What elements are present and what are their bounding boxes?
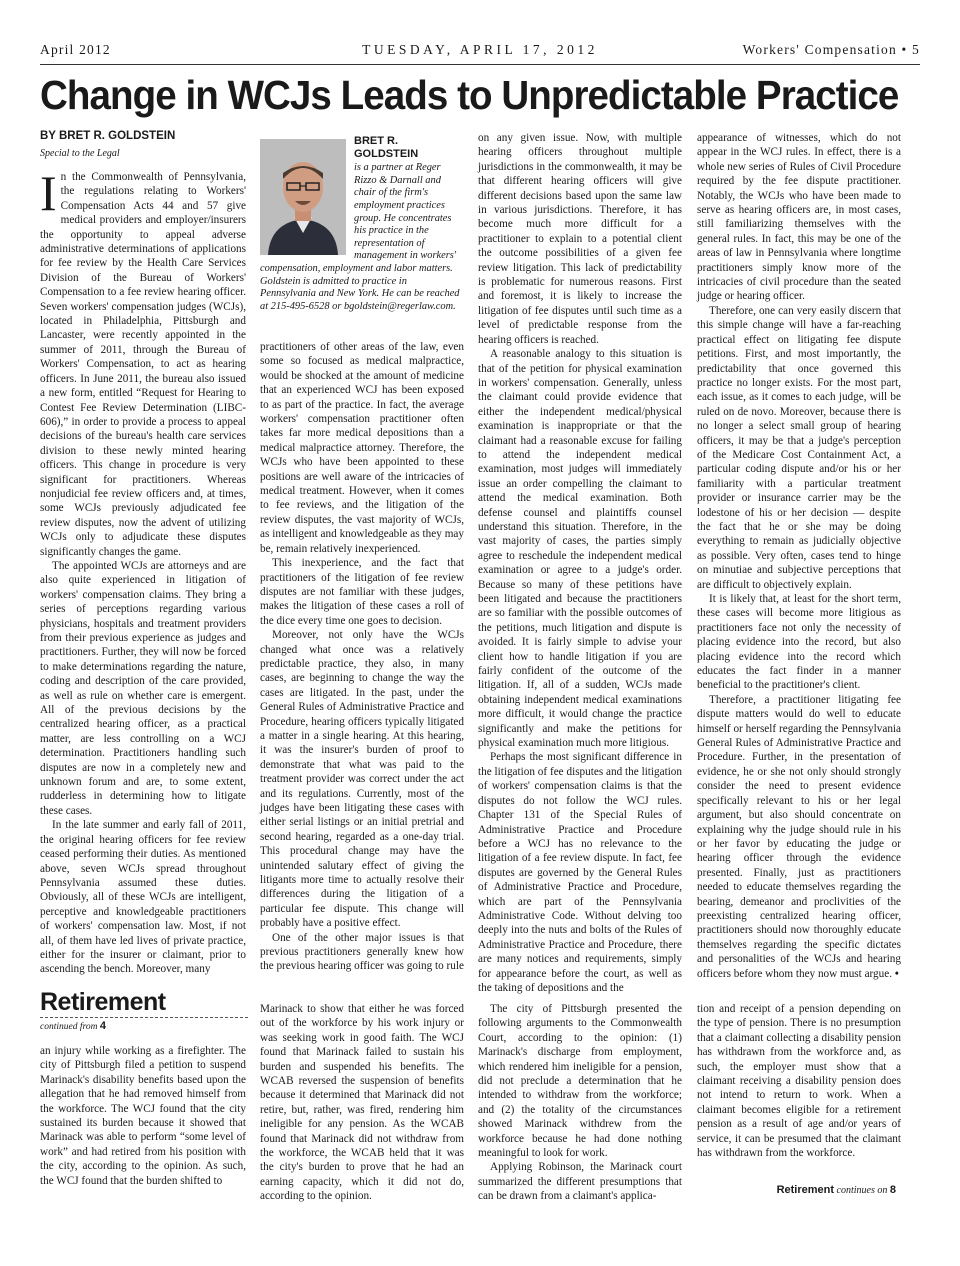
retirement-column-2 (260, 1002, 464, 1204)
paragraph: n the Commonwealth of Pennsylvania, the regulations relating to Workers' Compensation Acts 44 and 57 give medical providers and employer/insurers the opportunity to appeal adverse administrative determinations of applications for fee review by the Health Care Services Division of the Bureau of Workers' Compensation to a fee review hearing officer. Seven workers' compensation judges (WCJs), located in Philadelphia, Pittsburgh and Lancaster, were recently appointed in the summer of 2011, through the Bureau of Workers' Compensation, to act as hearing officers. In June 2011, the bureau also issued a new form, entitled “Request for Hearing to Contest Fee Review Determination (LIBC-606),” in order to provide a process to appeal decisions of the bureau's health care services division to these newly minted hearing officers. This change in procedure is very significant for practitioners. Whereas nonjudicial fee review officers and, at times, some WCJs previously adjudicated fee review disputes, now the advent of utilizing WCJs only to adjudicate these disputes significantly changes the game. (40, 171, 246, 558)
retirement-title: Retirement (40, 988, 166, 1016)
article-column-4 (697, 131, 901, 980)
bio-text: is a partner at Reger Rizzo & Darnall and chair of the firm's employment practices group. He concentrates his practice in the representation of management in workers' compensation, employment and labor matters. Goldstein is admitted to practice in Pennsylvania and New York. He can be reached at 215-495-6528 or bgoldstein@regerlaw.com. (260, 162, 460, 312)
paragraph: It is likely that, at least for the short term, these cases will become more litigious as practitioners face not only the necessity of placing evidence into the record, but also placing evidence into the record which educates the fact finder in a manner beneficial to the practitioner's client. (697, 593, 901, 692)
paragraph: Therefore, one can very easily discern that this simple change will have a far-reaching practical effect on litigating fee dispute petitions. First, and most importantly, the predictability that once governed this practice no longer exists. For the most part, each issue, as it comes to each judge, will be ruled on de novo. Moreover, because there is no longer a select small group of hearing officers, it may be that a judge's perception of the Medicare Cost Containment Act, a particular coding dispute and/or his or her familiarity with a particular treatment provider or insurance carrier may be the lodestone of his or her decision — despite the fact that he or she may be doing everything to remain as judicially objective as possible. Very often, cases tend to hinge on minutiae and subjective perceptions that are difficult to objectively explain. (697, 304, 901, 591)
article-column-2 (260, 340, 464, 976)
paragraph: Moreover, not only have the WCJs changed what once was a relatively predictable practice, they also, in many cases, are beginning to change the way the cases are litigated. In the past, under the General Rules of Administrative Practice and Procedure, hearing officers typically litigated a matter in a single hearing. At this hearing, it was the insurer's burden of proof to demonstrate that what was paid to the treatment provider was correct under the act and its regulations. Currently, most of the judges have been litigating these cases with either serial listings or an initial pretrial and second hearing, regarded as a one-day trial. This procedural change may have the unintended salutary effect of giving the litigants more time to actually resolve their differences during the litigation of a particular fee dispute. This change will probably have a positive effect. (260, 629, 464, 930)
paragraph: Marinack to show that either he was forced out of the workforce by his work injury or was seeking work in good faith. The WCJ found that Marinack failed to sustain his burden and suspended his benefits. The WCAB reversed the suspension of benefits because it determined that Marinack did not retire, but, rather, was fired, rendering him ineligible for any pension. As the WCAB found that Marinack did not withdraw from the workforce, the WCAB held that it was the city's burden to prove that he had an earning capacity, which it did not do, according to the opinion. (260, 1003, 464, 1203)
paragraph: One of the other major issues is that previous practitioners generally knew how the previous hearing officer was going to rule (260, 931, 464, 973)
paragraph: an injury while working as a firefighter. The city of Pittsburgh filed a petition to suspend Marinack's disability benefits based upon the allegation that he had removed himself from the workforce. The WCJ found that the city sustained its burden because it showed that Marinack was able to perform “some level of work” and had retired from his position with the city, according to the opinion. As such, the WCJ found that the burden shifted to (40, 1045, 246, 1187)
paragraph: practitioners of other areas of the law, even some so focused as medical malpractice, would be shocked at the amount of medicine that an experienced WCJ has been exposed to as part of the practice. In fact, the average workers' compensation practitioner often takes far more medical depositions than a medical malpractice attorney. Therefore, the WCJs who have been appointed to these positions are well aware of the intricacies of medical treatment. However, when it comes to fee reviews, and the litigation of the review disputes, the vast majority of WCJs, as intelligent and knowledgeable as they may be, remain relatively inexperienced. (260, 341, 464, 555)
paragraph: Applying Robinson, the Marinack court summarized the different presumptions that can be drawn from a claimant's applica- (478, 1161, 682, 1203)
continues-label: continues on (836, 1185, 888, 1196)
continues-page: 8 (889, 1184, 896, 1196)
paragraph: Therefore, a practitioner litigating fee dispute matters would do well to educate himself or herself regarding the Pennsylvania General Rules of Administrative Practice and Procedure. Further, in the presentation of evidence, he or she not only should strongly consider the need to present evidence specifically relevant to his or her legal argument, but also should concentrate on explaining why the judge should rule in his or her favor by educating the judge or hearing officer through the evidence presented. Finally, just as practitioners needed to educate themselves regarding the bearing, demeanor and proclivities of the preexisting centralized hearing officer, practitioners should now thoroughly educate themselves regarding the specific dictates and personalities of the WCJs and hearing officers before whom they now must argue. (697, 693, 901, 980)
header-date: TUESDAY, APRIL 17, 2012 (362, 42, 598, 57)
paragraph: appearance of witnesses, which do not appear in the WCJ rules. In effect, there is a whole new series of Rules of Civil Procedure required by the fee dispute practitioner. Notably, the WCJs who have been made to serve as hearing officers are, in most cases, still familiarizing themselves with the general rules. In fact, this may be one of the areas of law in Pennsylvania where longtime practitioners simply know more of the intricacies of civil procedure than the seated judge or hearing officer. (697, 132, 901, 303)
paragraph: This inexperience, and the fact that practitioners of the litigation of fee review disputes are not familiar with these judges, makes the litigation of these cases a roll of the dice every time one goes to decision. (260, 557, 464, 627)
retirement-column-1 (40, 1044, 246, 1204)
author-bio (260, 135, 464, 313)
retirement-column-3 (478, 1002, 682, 1204)
special-note: Special to the Legal (40, 148, 120, 159)
retirement-divider (40, 1017, 248, 1018)
page-header (40, 40, 920, 64)
header-rule (40, 64, 920, 65)
headline: Change in WCJs Leads to Unpredictable Practice (40, 72, 899, 118)
paragraph: In the late summer and early fall of 2011, the original hearing officers for fee review ceased performing their duties. As mentioned above, seven WCJs spread throughout Pennsylvania assumed these duties. Obviously, all of these WCJs are intelligent, perceptive and knowledgeable practitioners of workers' compensation law. Most, if not all, of them have led lives of private practice, either for the insurer or claimant, prior to ascending the bench. Moreover, many (40, 819, 246, 976)
header-section-page: Workers' Compensation • 5 (742, 42, 920, 57)
bio-name: BRET R. GOLDSTEIN (354, 135, 419, 160)
retirement-column-4 (697, 1002, 901, 1174)
header-month: April 2012 (40, 42, 111, 57)
paragraph: tion and receipt of a pension depending on the type of pension. There is no presumption that a claimant collecting a disability pension has withdrawn from the workforce and, as such, the employer must show that a claimant receiving a disability pension does not intend to return to work. When a claimant becomes eligible for a retirement pension as a result of age and/or years of service, it can be presumed that the claimant has withdrawn from the workforce. (697, 1003, 901, 1160)
paragraph: A reasonable analogy to this situation is that of the petition for physical examination in workers' compensation. Generally, unless the claimant could provide evidence that either the independent medical/physical examination is inappropriate or that the claimant had a reasonable excuse for failing to attend the independent medical examination, most judges will immediately issue an order compelling the claimant to attend the medical examination. Both defense counsel and plaintiffs counsel understand this situation. Therefore, in the vast majority of cases, the parties simply agree to reschedule the independent medical examination or agree to a judge's order. Because so many of these petitions have been litigated and because the practitioners are so familiar with the possible outcomes of the petitions, much litigation and dispute is avoided. It is fairly simple to advise your client how to handle litigation if you are fairly confident of the outcome of the litigation. If, all of a sudden, WCJs made obtaining independent medical examinations more difficult, it would change the practice significantly and make the petitions for physical examination much more litigious. (478, 348, 682, 750)
article-column-3 (478, 131, 682, 994)
continued-from (40, 1020, 106, 1032)
continues-on[interactable] (777, 1184, 896, 1196)
drop-cap: I (40, 165, 57, 221)
continued-from-page: 4 (99, 1020, 106, 1032)
byline: BY BRET R. GOLDSTEIN (40, 130, 176, 142)
author-photo (260, 139, 346, 255)
paragraph: The appointed WCJs are attorneys and are also quite experienced in litigation of workers' compensation claims. They bring a series of perceptions regarding various physicians, hospitals and treatment providers from their previous experience as judges and practitioners. Further, they will now be forced to make determinations regarding the nature, coding and description of the care provided, as well as rule on whether care is emergent. All of the previous decisions by the centralized hearing officer, as a practical matter, are less controlling on a WCJ determination. Practitioners handling such disputes are now in a completely new and unknown forum and are, to some extent, rudderless in determining how to litigate these cases. (40, 559, 246, 817)
paragraph: Perhaps the most significant difference in the litigation of fee disputes and the litigation of workers' compensation claims is that the disputes do not follow the WCJ rules. Chapter 131 of the Special Rules of Administrative Practice and Procedure before a WCJ has no relevance to the litigation of a fee review dispute. In fact, fee disputes are governed by the General Rules of Administrative Practice and Procedure, which are part of the Pennsylvania Administrative Code. Without delving too deeply into the nuts and bolts of the Rules of Administrative Practice and Procedure, there are many notices and requirements, simply for appearance before the court, as well as the taking of depositions and the (478, 751, 682, 994)
paragraph: The city of Pittsburgh presented the following arguments to the Commonwealth Court, according to the opinion: (1) Marinack's discharge from employment, which rendered him ineligible for a pension, did not preclude a determination that he intended to withdraw from the workforce; and (2) the totality of the circumstances showed Marinack withdrew from the workforce because he had done nothing meaningful to look for work. (478, 1003, 682, 1160)
continued-from-label: continued from (40, 1022, 98, 1032)
continues-title: Retirement (776, 1184, 835, 1196)
end-mark: • (894, 967, 899, 980)
article-column-1 (40, 165, 246, 976)
paragraph: on any given issue. Now, with multiple hearing officers throughout multiple jurisdictions in the commonwealth, it may be that different hearing officers will give different decisions based upon the same law in various jurisdictions. Therefore, it has become much more difficult for a practitioner to explain to a potential client the outcome possibilities of a given fee review litigation. This lack of predictability is problematic for numerous reasons. First and foremost, it is likely to increase the litigation of fee disputes until such time as a level of predictable response from the hearing officers is reached. (478, 132, 682, 346)
